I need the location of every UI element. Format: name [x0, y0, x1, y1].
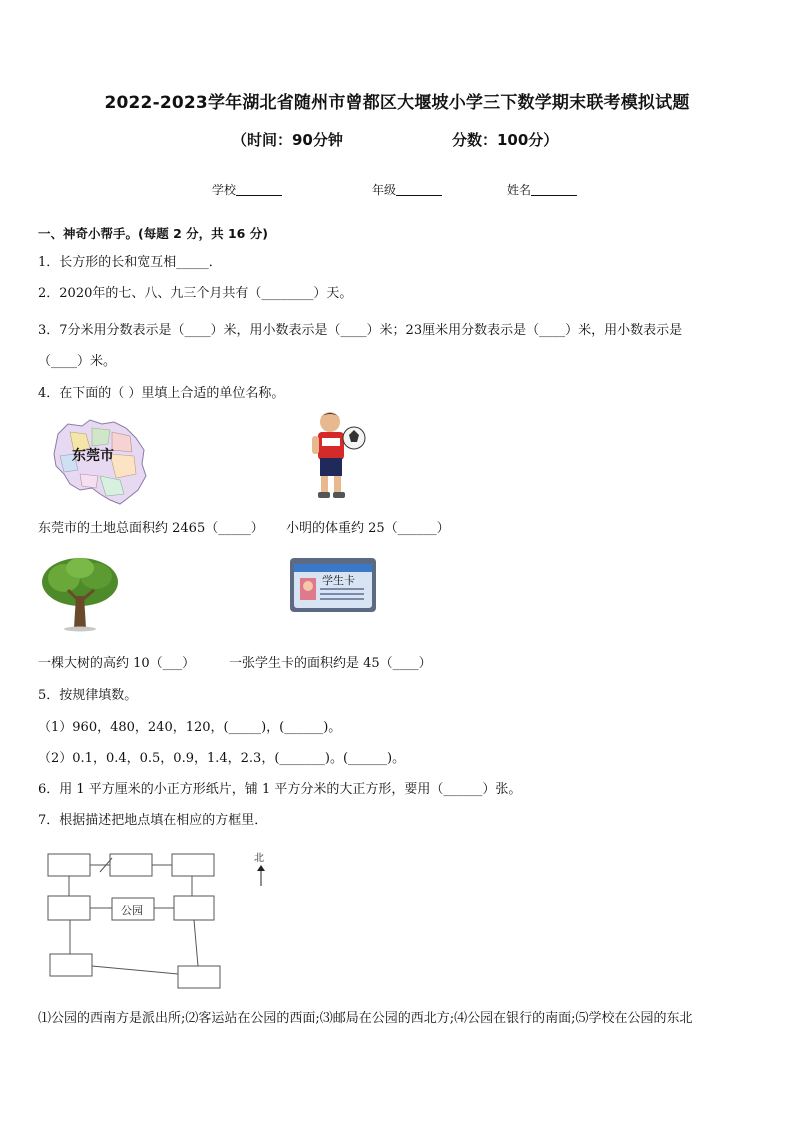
- school-field: [212, 181, 282, 198]
- north-arrow-icon: [252, 850, 270, 890]
- north-label: 北: [254, 853, 264, 864]
- grade-label: 年级: [372, 183, 397, 197]
- card-label: 学生卡: [322, 574, 355, 587]
- name-field: [507, 181, 577, 198]
- boy-with-ball-image: [308, 408, 368, 504]
- grade-blank: [396, 183, 442, 196]
- question-7: 7．根据描述把地点填在相应的方框里．: [38, 813, 268, 828]
- box-northeast: [172, 854, 214, 876]
- question-5: 5．按规律填数。: [38, 688, 138, 703]
- map-label: 东莞市: [72, 448, 114, 464]
- question-6: 6．用 1 平方厘米的小正方形纸片，铺 1 平方分米的大正方形，要用（______）张。: [38, 782, 522, 797]
- page-title: 2022-2023学年湖北省随州市曾都区大堰坡小学三下数学期末联考模拟试题: [104, 93, 690, 113]
- question-2: 2．2020年的七、八、九三个月共有（________）天。: [38, 286, 353, 301]
- exam-time: （时间：90分钟: [232, 131, 343, 149]
- name-blank: [531, 183, 577, 196]
- dongguan-map-image: [50, 414, 150, 506]
- box-northwest: [48, 854, 90, 876]
- question-4d: 一张学生卡的面积约是 45（____）: [229, 656, 432, 671]
- park-label: 公园: [121, 904, 143, 917]
- box-southwest: [50, 954, 92, 976]
- student-card-image: [290, 558, 376, 612]
- question-4: 4．在下面的（ ）里填上合适的单位名称。: [38, 386, 285, 401]
- question-4c: 一棵大树的高约 10（___）: [38, 656, 196, 671]
- school-label: 学校: [212, 183, 237, 197]
- box-north: [110, 854, 152, 876]
- school-blank: [236, 183, 282, 196]
- question-3-line2: （____）米。: [38, 354, 117, 369]
- box-east: [174, 896, 214, 920]
- name-label: 姓名: [507, 183, 532, 197]
- section-heading: 一、神奇小帮手。(每题 2 分，共 16 分): [38, 226, 268, 241]
- exam-score: 分数：100分）: [452, 131, 559, 149]
- question-7-description: ⑴公园的西南方是派出所;⑵客运站在公园的西面;⑶邮局在公园的西北方;⑷公园在银行的南面;⑸学校在公园的东北: [38, 1011, 693, 1026]
- question-3-line1: 3．7分米用分数表示是（____）米，用小数表示是（____）米；23厘米用分数表示是（____）米，用小数表示是: [38, 323, 683, 338]
- question-4a: 东莞市的土地总面积约 2465（_____）: [38, 521, 264, 536]
- grade-field: [372, 181, 442, 198]
- question-5-part1: （1）960，480，240，120，(_____)，(______)。: [38, 720, 342, 735]
- question-1: 1．长方形的长和宽互相_____．: [38, 255, 222, 270]
- box-west: [48, 896, 90, 920]
- box-southeast: [178, 966, 220, 988]
- question-4b: 小明的体重约 25（______）: [286, 521, 450, 536]
- question-5-part2: （2）0.1，0.4，0.5，0.9，1.4，2.3，(_______)。(______)。: [38, 751, 406, 766]
- tree-image: [40, 556, 120, 632]
